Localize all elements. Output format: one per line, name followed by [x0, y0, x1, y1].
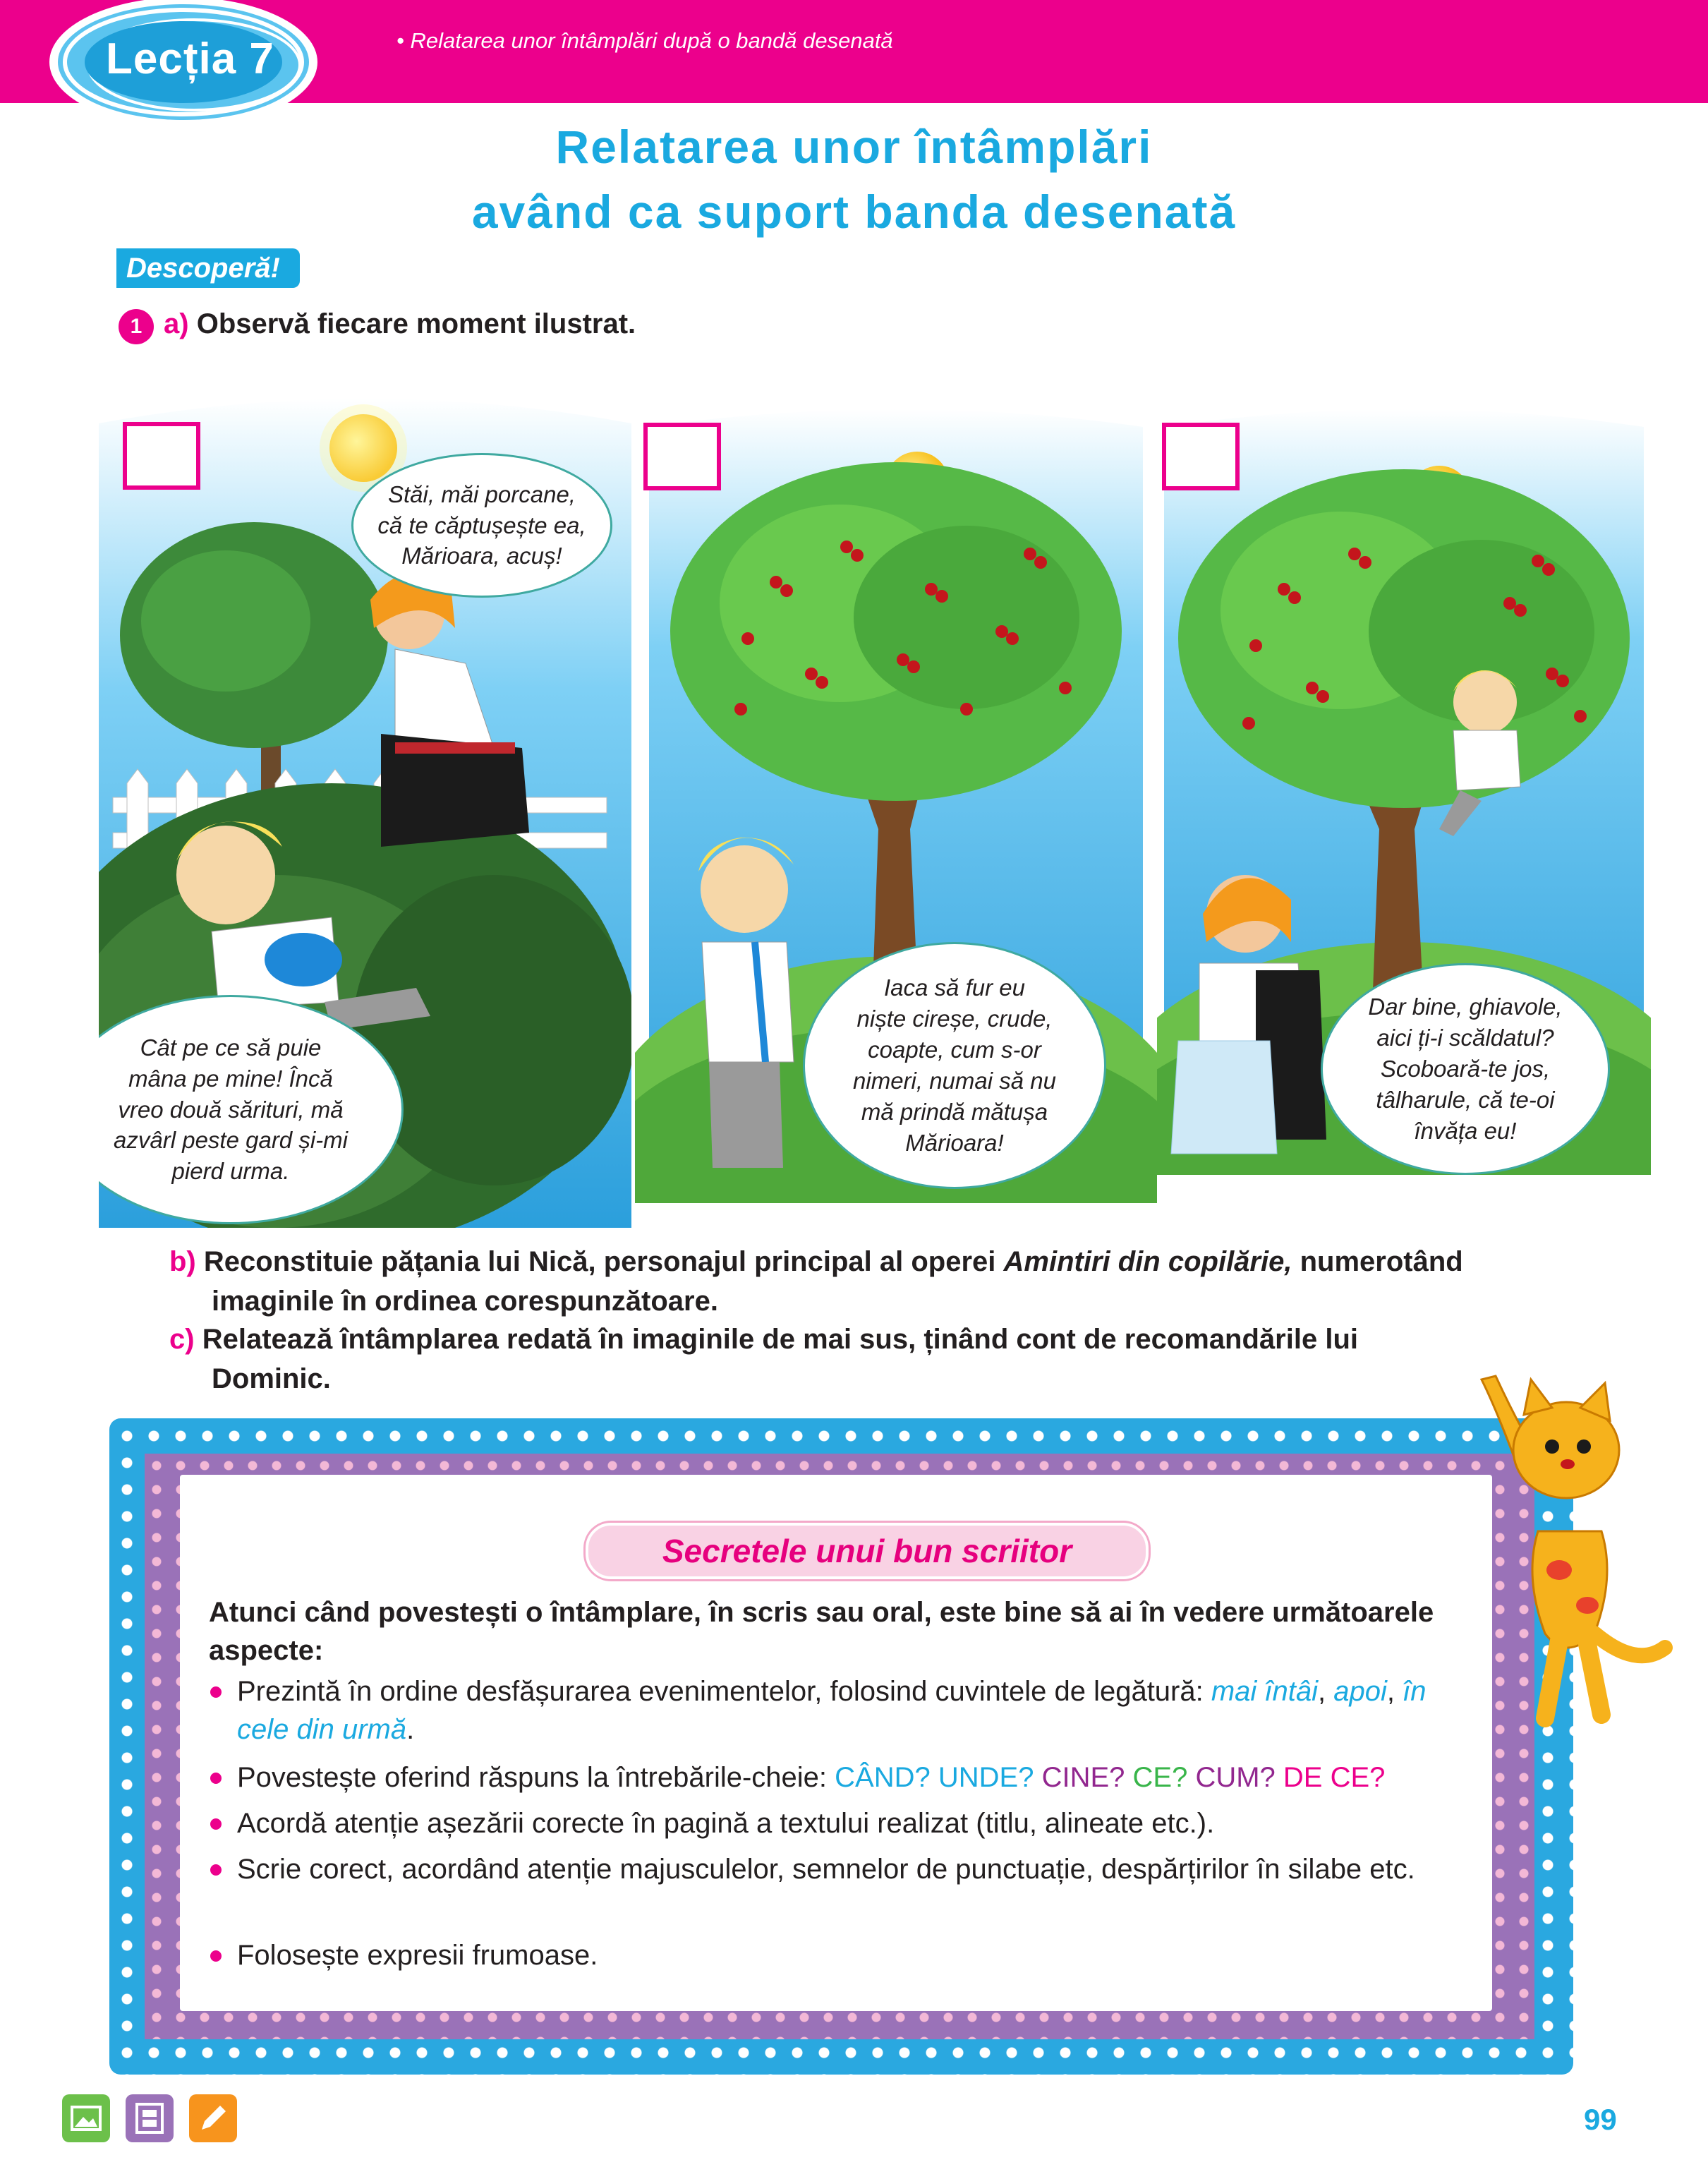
pencil-icon[interactable]	[189, 2094, 237, 2142]
page-title-line-1: Relatarea unor întâmplări	[555, 121, 1153, 173]
tip-layout-text: Acordă atenție așezării corecte în pagină a textului realizat (titlu, alineate etc.).	[237, 1808, 1215, 1839]
comic-panel-1	[99, 381, 631, 1228]
speech-text: Iaca să fur eu niște cireșe, crude, coapte, cum s-or nimeri, numai să nu mă prindă mătușa Mărioara!	[853, 974, 1056, 1156]
secrets-intro: Atunci când povestești o întâmplare, în scris sau oral, este bine să ai în vedere următoarele aspecte:	[209, 1597, 1434, 1666]
tip-order-text: Prezintă în ordine desfășurarea evenimentelor, folosind cuvintele de legătură:	[237, 1676, 1211, 1707]
question-how: CUM?	[1195, 1762, 1276, 1793]
question-1a	[164, 308, 636, 340]
order-box-2[interactable]	[643, 423, 721, 490]
comic-panel-3	[1157, 406, 1651, 1175]
question-1b-text-1: Reconstituie pățania lui Nică, personajul principal al operei	[203, 1246, 1004, 1277]
tip-layout	[209, 1804, 1472, 1842]
question-1c-text-2: Dominic.	[212, 1363, 331, 1394]
tip-word-finally: în cele din urmă	[237, 1676, 1427, 1745]
speech-bubble-grandma-scolds	[1321, 963, 1610, 1175]
tip-expressions-text: Folosește expresii frumoase.	[237, 1940, 598, 1971]
question-who: CINE?	[1041, 1762, 1125, 1793]
order-box-1[interactable]	[123, 422, 200, 490]
bullet-icon	[210, 1686, 222, 1698]
question-what: CE?	[1132, 1762, 1188, 1793]
tip-questions	[209, 1758, 1472, 1797]
tip-questions-text: Povestește oferind răspuns la întrebările-cheie:	[237, 1762, 835, 1793]
question-when: CÂND?	[835, 1762, 931, 1793]
question-where: UNDE?	[938, 1762, 1034, 1793]
question-1c	[169, 1320, 1580, 1399]
bullet-icon	[210, 1818, 222, 1830]
tip-word-then: apoi	[1333, 1676, 1387, 1707]
bullet-icon	[210, 1950, 222, 1962]
question-1a-letter: a)	[164, 308, 189, 339]
question-number: 1	[119, 309, 154, 344]
question-1a-text: Observă fiecare moment ilustrat.	[196, 308, 636, 339]
bullet-icon	[210, 1864, 222, 1876]
speech-bubble-grandma-chase	[351, 453, 612, 598]
film-icon[interactable]	[126, 2094, 174, 2142]
tip-order: Prezintă în ordine desfășurarea evenimentelor, folosind cuvintele de legătură: mai întâi, apoi, în cele din urmă.	[209, 1672, 1472, 1749]
discover-tag: Descoperă!	[116, 248, 300, 288]
question-1b	[169, 1242, 1580, 1321]
question-1c-letter: c)	[169, 1324, 195, 1355]
lesson-label: Lecția 7	[106, 35, 274, 83]
page-number: 99	[1584, 2103, 1617, 2136]
bullet-icon	[210, 1773, 222, 1784]
secrets-title: Secretele unui bun scriitor	[586, 1523, 1149, 1579]
tip-spelling	[209, 1850, 1472, 1888]
header-subtitle: • Relatarea unor întâmplări după o bandă desenată	[396, 28, 893, 53]
tip-word-first: mai întâi	[1211, 1676, 1319, 1707]
question-1b-text-3: imaginile în ordinea corespunzătoare.	[212, 1286, 718, 1317]
speech-text: Stăi, măi porcane, că te căptușește ea, Mărioara, acuș!	[377, 481, 586, 569]
question-1c-text-1: Relatează întâmplarea redată în imaginile de mai sus, ținând cont de recomandările lui	[202, 1324, 1358, 1355]
order-box-3[interactable]	[1162, 423, 1240, 490]
tip-spelling-text: Scrie corect, acordând atenție majusculelor, semnelor de punctuație, despărțirilor în silabe etc.	[237, 1854, 1415, 1885]
work-title: Amintiri din copilărie,	[1003, 1246, 1292, 1277]
tip-expressions	[209, 1936, 1472, 1974]
page-title-line-2: având ca suport banda desenată	[471, 186, 1237, 238]
question-why: DE CE?	[1283, 1762, 1386, 1793]
cat-mascot-icon	[1453, 1365, 1686, 1732]
question-1b-text-2: numerotând	[1292, 1246, 1463, 1277]
image-icon[interactable]	[62, 2094, 110, 2142]
question-1b-letter: b)	[169, 1246, 196, 1277]
speech-text: Dar bine, ghiavole, aici ți-i scăldatul? Scoboară-te jos, tâlharule, că te-oi învăța eu!	[1368, 994, 1563, 1144]
speech-bubble-nica-cherries	[803, 942, 1106, 1189]
speech-text: Cât pe ce să puie mâna pe mine! Încă vreo două sărituri, mă azvârl peste gard și-mi pierd urma.	[114, 1034, 348, 1185]
comic-panel-2	[635, 406, 1157, 1203]
